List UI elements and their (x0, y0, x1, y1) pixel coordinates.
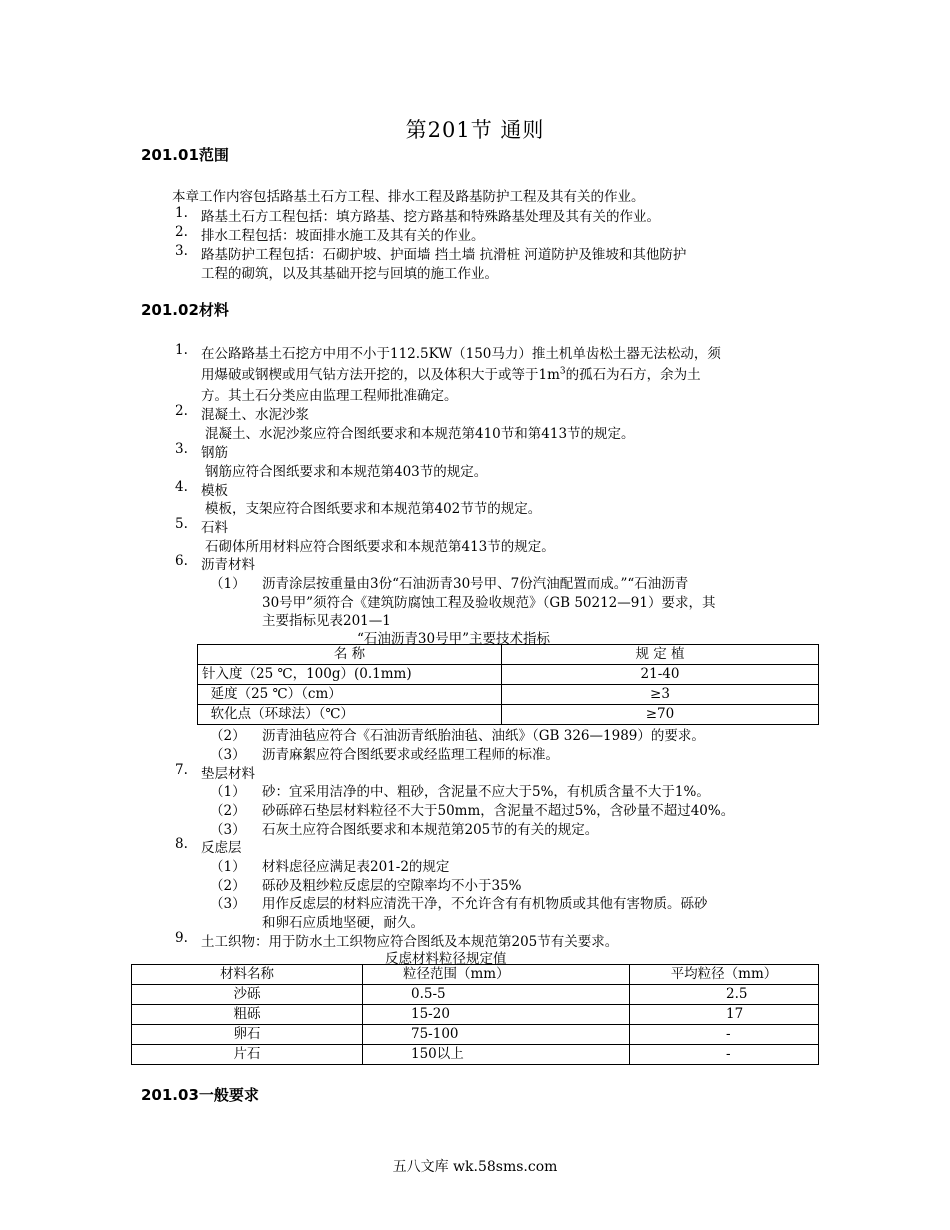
materials-item-text: 混凝土、水泥沙浆应符合图纸要求和本规范第410节和第413节的规定。 (205, 426, 635, 442)
materials-item-text: 土工织物：用于防水土工织物应符合图纸及本规范第205节有关要求。 (201, 934, 619, 950)
materials-item-number: 4. (175, 479, 188, 495)
table-cell: 粗砾 (132, 1005, 363, 1025)
table-cell: ≥3 (502, 685, 819, 705)
earthwork-classification-line2: 用爆破或钢楔或用气钻方法开挖的，以及体积大于或等于$1m^3$的孤石为石方，余为土 (201, 366, 701, 383)
table-caption: “石油沥青30号甲”主要技术指标 (357, 631, 550, 647)
table-row (198, 685, 819, 705)
sub-item-number: （1） (210, 784, 246, 800)
sub-item-text: 用作反虑层的材料应清洗干净，不允许含有有机物质或其他有害物质。砾砂 (262, 896, 708, 912)
table-header-cell: 材料名称 (132, 965, 363, 985)
scope-item-continuation: 工程的砌筑，以及其基础开挖与回填的施工作业。 (201, 266, 498, 282)
table-cell: 2.5 (630, 985, 819, 1005)
materials-item-text: 模板，支架应符合图纸要求和本规范第402节节的规定。 (205, 501, 542, 517)
materials-item-number: 7. (175, 762, 188, 778)
filter-material-table (131, 964, 819, 1065)
section-heading-materials: 201.02材料 (141, 301, 229, 319)
table-header-cell: 规 定 植 (502, 645, 819, 665)
sub-item-text: 砂：宜采用洁净的中、粗砂，含泥量不应大于5%，有机质含量不大于1%。 (262, 784, 710, 800)
sub-item-text: 材料虑径应满足表201-2的规定 (262, 859, 450, 875)
sub-item-text: 砂砾碎石垫层材料粒径不大于50mm，含泥量不超过5%，含砂量不超过40%。 (262, 803, 735, 819)
page-footer: 五八文库 wk.58sms.com (392, 1159, 558, 1175)
table-caption: 反虑材料粒径规定值 (385, 951, 507, 967)
sub-item-number: （1） (210, 576, 246, 592)
materials-item-number: 3. (175, 441, 188, 457)
table-row (132, 1045, 819, 1065)
sub-item-text: 砾砂及粗纱粒反虑层的空隙率均不小于35% (262, 878, 522, 894)
scope-item-text: 路基防护工程包括：石砌护坡、护面墙 挡土墙 抗滑桩 河道防护及锥坡和其他防护 (201, 247, 687, 263)
table-cell: - (630, 1025, 819, 1045)
table-cell: 75-100 (363, 1025, 630, 1045)
table-header-cell: 平均粒径（mm） (630, 965, 819, 985)
table-cell: 卵石 (132, 1025, 363, 1045)
sub-item-number: （3） (210, 747, 246, 763)
table-cell: 15-20 (363, 1005, 630, 1025)
sub-item-number: （2） (210, 878, 246, 894)
materials-item-number: 1. (175, 342, 188, 358)
sub-item-continuation: 和卵石应质地坚硬，耐久。 (262, 915, 424, 931)
sub-item-number: （3） (210, 822, 246, 838)
materials-item-number: 5. (175, 516, 188, 532)
materials-item-text: 石砌体所用材料应符合图纸要求和本规范第413节的规定。 (205, 539, 555, 555)
sub-item-text: 主要指标见表201—1 (262, 613, 391, 629)
sub-item-number: （2） (210, 803, 246, 819)
materials-item-label: 模板 (201, 483, 228, 499)
table-row (198, 705, 819, 725)
table-cell: 150以上 (363, 1045, 630, 1065)
scope-item-number: 3. (175, 243, 188, 259)
sub-item-number: （1） (210, 859, 246, 875)
table-cell: 软化点（环球法）（℃） (198, 705, 502, 725)
sub-item-text: 沥青涂层按重量由3份“石油沥青30号甲、7份汽油配置而成。”“石油沥青 (262, 576, 689, 592)
materials-item-number: 2. (175, 403, 188, 419)
table-cell: 0.5-5 (363, 985, 630, 1005)
sub-item-text: 沥青麻絮应符合图纸要求或经监理工程师的标准。 (262, 747, 559, 763)
materials-item-label: 钢筋 (201, 445, 228, 461)
scope-item-number: 2. (175, 224, 188, 240)
materials-item-label: 反虑层 (201, 840, 242, 856)
sub-item-number: （3） (210, 896, 246, 912)
table-cell: 延度（25 ℃）（cm） (198, 685, 502, 705)
materials-item-label: 沥青材料 (201, 557, 255, 573)
scope-intro: 本章工作内容包括路基土石方工程、排水工程及路基防护工程及其有关的作业。 (172, 189, 645, 205)
table-cell: ≥70 (502, 705, 819, 725)
materials-item-number: 9. (175, 930, 188, 946)
table-row (132, 985, 819, 1005)
earthwork-classification-line1: 在公路路基土石挖方中用不小于112.5KW（150马力）推土机单齿松土器无法松动，须 (201, 346, 721, 362)
page-title: 第201节 通则 (405, 118, 545, 142)
section-heading-scope: 201.01范围 (141, 146, 229, 164)
materials-item-label: 石料 (201, 520, 228, 536)
table-cell: 21-40 (502, 665, 819, 685)
section-heading-general: 201.03一般要求 (141, 1086, 259, 1104)
table-header-cell: 名 称 (198, 645, 502, 665)
table-cell: 沙砾 (132, 985, 363, 1005)
scope-item-number: 1. (175, 205, 188, 221)
sub-item-text: 30号甲”须符合《建筑防腐蚀工程及验收规范》（GB 50212—91）要求，其 (262, 595, 716, 611)
table-row (132, 1025, 819, 1045)
table-cell: - (630, 1045, 819, 1065)
table-row (132, 1005, 819, 1025)
asphalt-spec-table (197, 644, 819, 725)
earthwork-classification-line3: 方。其土石分类应由监理工程师批准确定。 (201, 388, 458, 404)
scope-item-text: 排水工程包括：坡面排水施工及其有关的作业。 (201, 228, 485, 244)
table-cell: 针入度（25 ℃，100g）(0.1mm) (198, 665, 502, 685)
table-row (198, 665, 819, 685)
materials-item-number: 6. (175, 553, 188, 569)
materials-item-number: 8. (175, 836, 188, 852)
materials-item-label: 垫层材料 (201, 766, 255, 782)
table-cell: 17 (630, 1005, 819, 1025)
table-header-cell: 粒径范围（mm） (363, 965, 630, 985)
scope-item-text: 路基土石方工程包括：填方路基、挖方路基和特殊路基处理及其有关的作业。 (201, 209, 660, 225)
sub-item-text: 石灰土应符合图纸要求和本规范第205节的有关的规定。 (262, 822, 599, 838)
materials-item-text: 钢筋应符合图纸要求和本规范第403节的规定。 (205, 464, 488, 480)
table-cell: 片石 (132, 1045, 363, 1065)
sub-item-number: （2） (210, 728, 246, 744)
materials-item-label: 混凝土、水泥沙浆 (201, 407, 309, 423)
sub-item-text: 沥青油毡应符合《石油沥青纸胎油毡、油纸》（GB 326—1989）的要求。 (262, 728, 705, 744)
